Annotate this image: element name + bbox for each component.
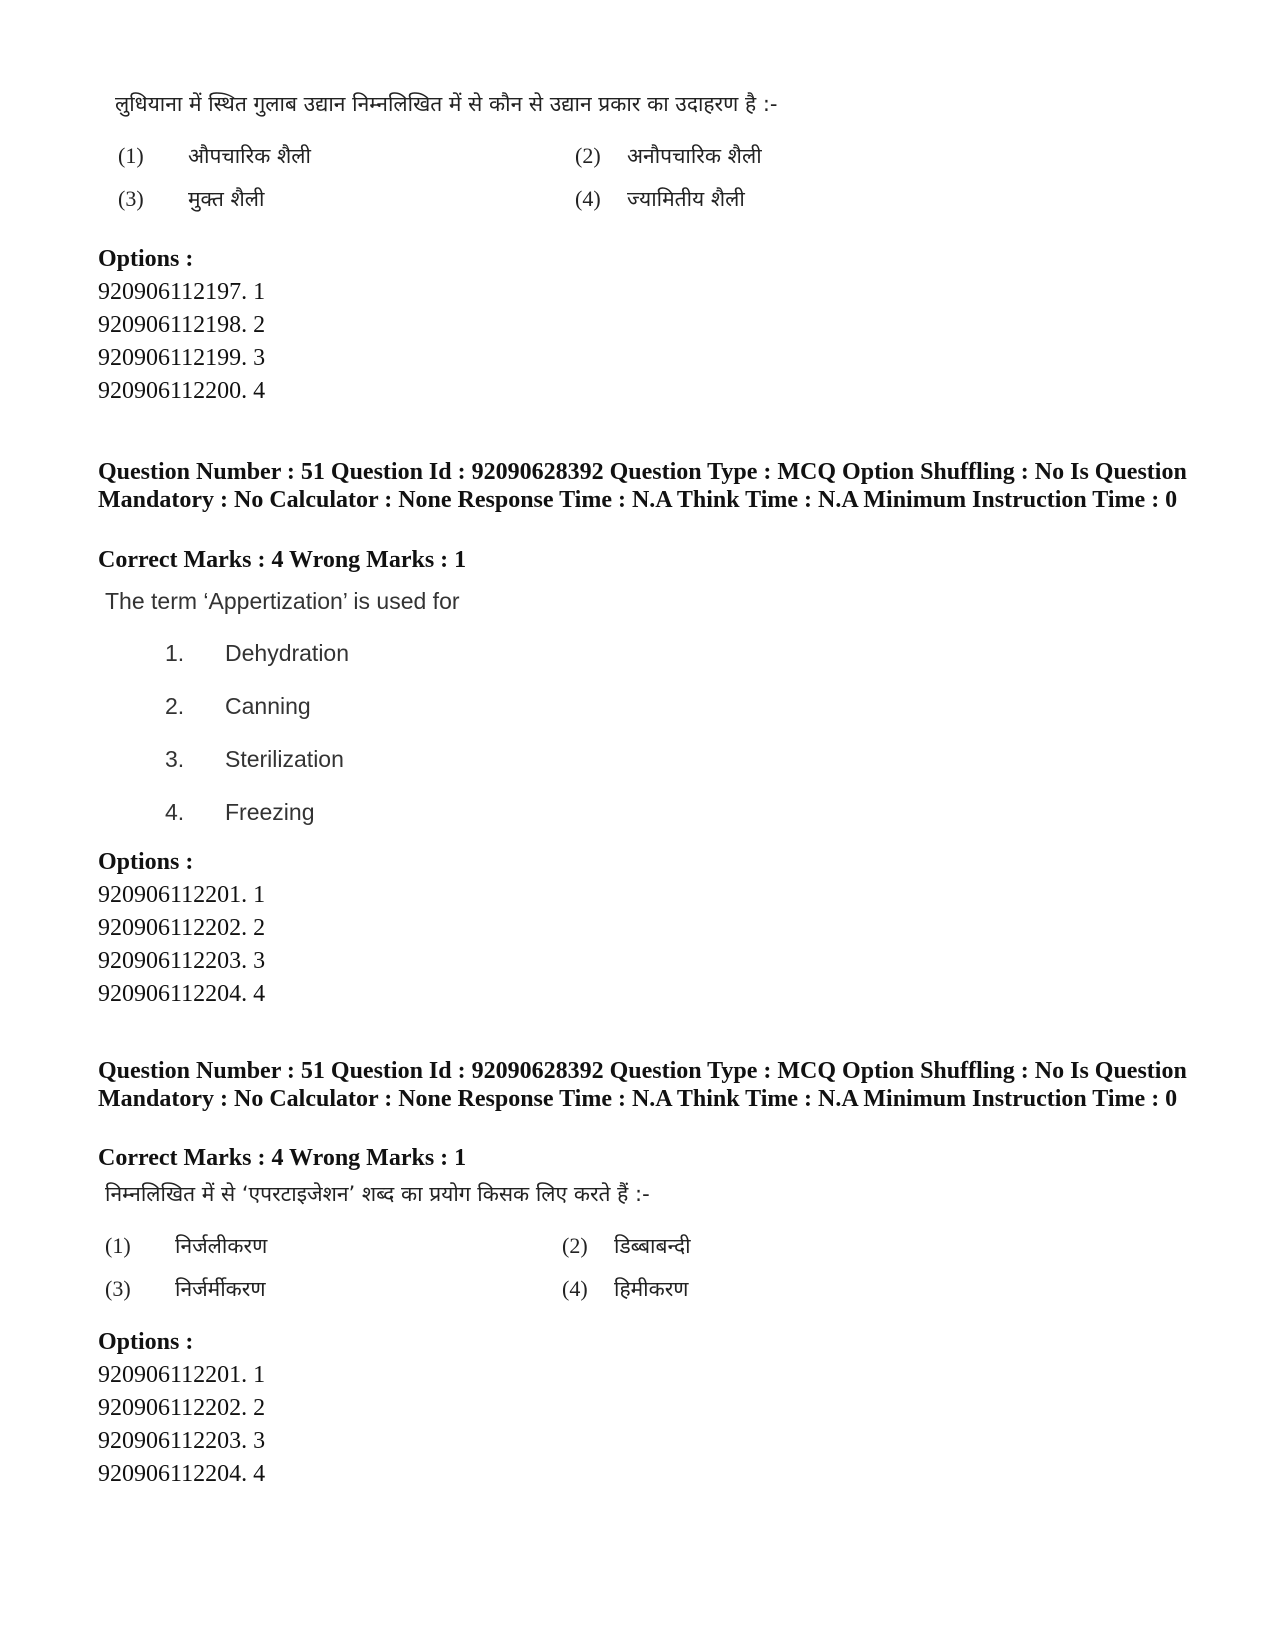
- choice-3: [165, 746, 349, 799]
- choice-text: मुक्त शैली: [188, 187, 265, 211]
- options-title: Options :: [98, 849, 194, 875]
- choice-text: डिब्बाबन्दी: [614, 1234, 691, 1258]
- choice-text: Dehydration: [225, 640, 350, 666]
- option-item: 920906112201. 1: [98, 1362, 266, 1388]
- question-metadata: Question Number : 51 Question Id : 92090628392 Question Type : MCQ Option Shuffling : No Is Question Mandatory : No Calculator : None Response Time : N.A Think Time : N.A Minimum Instruction Time : 0: [98, 459, 1187, 513]
- choice-text: निर्जलीकरण: [175, 1234, 268, 1258]
- choice-3: [118, 185, 264, 213]
- marks-line: Correct Marks : 4 Wrong Marks : 1: [98, 1145, 467, 1171]
- choice-number: (1): [105, 1233, 131, 1258]
- options-list: [98, 1326, 265, 1491]
- choice-1: [165, 640, 349, 693]
- question-metadata: Question Number : 51 Question Id : 92090628392 Question Type : MCQ Option Shuffling : No Is Question Mandatory : No Calculator : None Response Time : N.A Think Time : N.A Minimum Instruction Time : 0: [98, 1058, 1187, 1112]
- options-title: Options :: [98, 246, 194, 272]
- choice-text: ज्यामितीय शैली: [627, 187, 745, 211]
- choice-text: Freezing: [225, 799, 315, 825]
- option-item: 920906112200. 4: [98, 378, 266, 404]
- choice-4: [575, 185, 745, 213]
- options-list: [98, 243, 265, 408]
- choice-list: [165, 640, 349, 852]
- choice-4: [562, 1275, 689, 1303]
- choice-2: [562, 1232, 691, 1260]
- option-item: 920906112198. 2: [98, 312, 266, 338]
- option-item: 920906112203. 3: [98, 948, 266, 974]
- question-stem: निम्नलिखित में से ‘एपरटाइजेशन’ शब्द का प्रयोग किसक लिए करते हैं :-: [105, 1182, 650, 1206]
- choice-number: (4): [575, 186, 601, 211]
- option-item: 920906112202. 2: [98, 1395, 266, 1421]
- choice-number: (3): [118, 186, 144, 211]
- choice-2: [575, 142, 762, 170]
- choice-number: 3.: [165, 746, 185, 772]
- choice-1: [105, 1232, 267, 1260]
- choice-number: 2.: [165, 693, 185, 719]
- option-item: 920906112199. 3: [98, 345, 266, 371]
- choice-3: [105, 1275, 266, 1303]
- option-item: 920906112201. 1: [98, 882, 266, 908]
- marks-line: Correct Marks : 4 Wrong Marks : 1: [98, 547, 467, 573]
- choice-text: औपचारिक शैली: [188, 144, 311, 168]
- question-stem: लुधियाना में स्थित गुलाब उद्यान निम्नलिखित में से कौन से उद्यान प्रकार का उदाहरण है :-: [115, 92, 778, 116]
- choice-2: [165, 693, 349, 746]
- option-item: 920906112197. 1: [98, 279, 266, 305]
- option-item: 920906112204. 4: [98, 981, 266, 1007]
- choice-number: (4): [562, 1276, 588, 1301]
- question-stem: The term ‘Appertization’ is used for: [105, 588, 460, 614]
- choice-number: (2): [562, 1233, 588, 1258]
- choice-number: 1.: [165, 640, 185, 666]
- options-list: [98, 846, 265, 1011]
- option-item: 920906112202. 2: [98, 915, 266, 941]
- choice-number: (1): [118, 143, 144, 168]
- options-title: Options :: [98, 1329, 194, 1355]
- choice-4: [165, 799, 349, 852]
- choice-number: (2): [575, 143, 601, 168]
- choice-text: अनौपचारिक शैली: [627, 144, 762, 168]
- choice-1: [118, 142, 311, 170]
- option-item: 920906112203. 3: [98, 1428, 266, 1454]
- option-item: 920906112204. 4: [98, 1461, 266, 1487]
- choice-text: निर्जर्मीकरण: [175, 1277, 266, 1301]
- choice-text: Sterilization: [225, 746, 344, 772]
- choice-number: 4.: [165, 799, 185, 825]
- choice-text: Canning: [225, 693, 311, 719]
- choice-number: (3): [105, 1276, 131, 1301]
- choice-text: हिमीकरण: [614, 1277, 689, 1301]
